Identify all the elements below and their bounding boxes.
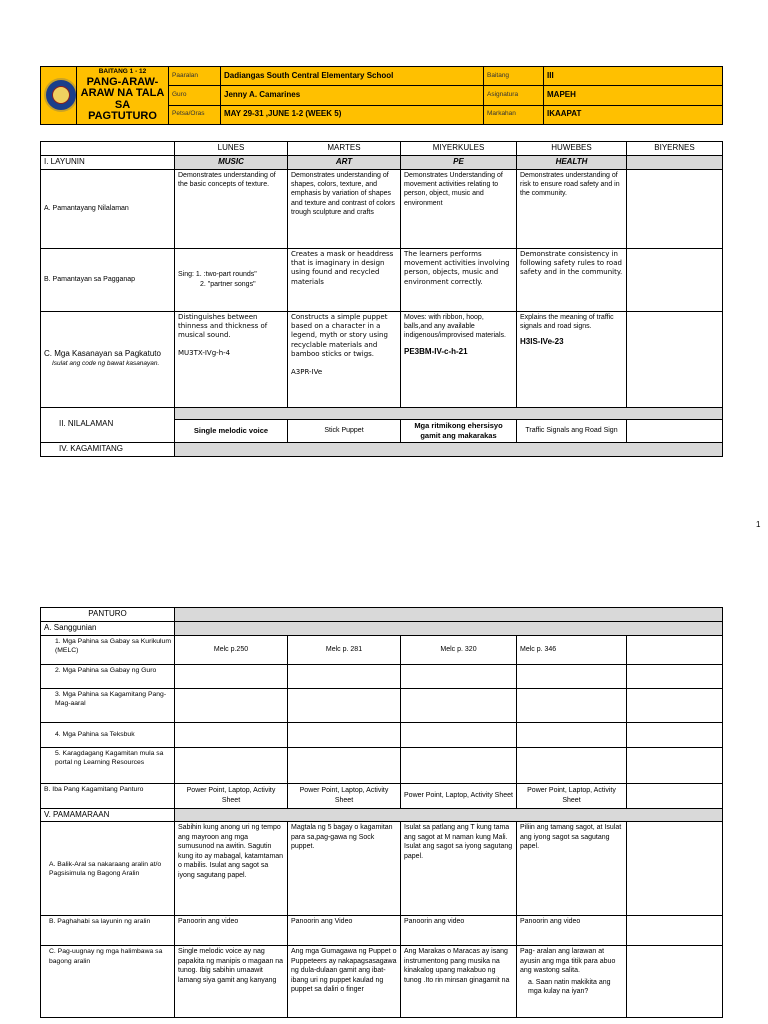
cell-c-huwebes	[517, 311, 627, 407]
row-label-pamantayang-nilalaman: A. Pamantayang Nilalaman	[41, 169, 175, 248]
ref-teks-biyernes	[627, 722, 723, 747]
subject-art: ART	[288, 155, 401, 169]
cell-b-biyernes	[627, 248, 723, 311]
panturo-divider	[175, 608, 723, 622]
subject-health: HEALTH	[517, 155, 627, 169]
ref-teks-lunes	[175, 722, 288, 747]
competency-huwebes: Explains the meaning of traffic signals and road signs.	[520, 313, 614, 331]
label-petsa: Petsa/Oras	[169, 105, 221, 124]
value-guro: Jenny A. Camarines	[221, 86, 484, 105]
section-nilalaman: II. NILALAMAN	[41, 407, 175, 442]
ref-teks-huwebes	[517, 722, 627, 747]
grade-range: BAITANG 1 - 12	[98, 68, 147, 75]
ref-label-gabay-guro: 2. Mga Pahina sa Gabay ng Guro	[41, 664, 175, 688]
proc-label-pag-uugnay: C. Pag-uugnay ng mga halimbawa sa bagong aralin	[41, 946, 175, 1018]
nilalaman-biyernes	[627, 419, 723, 442]
ref-gabay-miyerkules	[401, 664, 517, 688]
subject-biyernes	[627, 155, 723, 169]
iba-martes: Power Point, Laptop, Activity Sheet	[288, 783, 401, 808]
code-huwebes: H3IS-IVe-23	[520, 337, 564, 347]
proc-a-biyernes	[627, 822, 723, 916]
title-block	[77, 67, 169, 125]
proc-a-huwebes: Piliin ang tamang sagot, at Isulat ang iyong sagot sa sagutang papel.	[517, 822, 627, 916]
proc-c-biyernes	[627, 946, 723, 1018]
row-label-pamantayan-sa-pagganap: B. Pamantayan sa Pagganap	[41, 248, 175, 311]
proc-b-huwebes: Panoorin ang video	[517, 916, 627, 946]
deped-seal-icon	[44, 78, 77, 112]
code-miyerkules: PE3BM-IV-c-h-21	[404, 346, 468, 356]
ref-melc-martes: Melc p. 281	[288, 635, 401, 664]
cell-a-lunes: Demonstrates understanding of the basic concepts of texture.	[175, 169, 288, 248]
proc-c-lunes: Single melodic voice ay nag papakita ng manipis o magaan na tunog. Ibig sabihin umaawit lamang siya gamit ang kanyang	[175, 946, 288, 1018]
cell-b-miyerkules: The learners performs movement activities involving person, objects, music and environment correctly.	[401, 248, 517, 311]
proc-c-martes: Ang mga Gumagawa ng Puppet o Puppeteers ay nakapagsasagawa ng dula-dulaan gamit ang ibat-ibang uri ng puppet kaulad ng puppet sa daliri o finger	[288, 946, 401, 1018]
ref-kag-lunes	[175, 688, 288, 722]
proc-label-balik-aral: A. Balik-Aral sa nakaraang aralin at/o Pagsisimula ng Bagong Aralin	[41, 822, 175, 916]
iba-biyernes	[627, 783, 723, 808]
proc-a-lunes: Sabihin kung anong uri ng tempo ang mayroon ang mga sumusunod na awitin. Sagutin kung ito ay mabagal, katamtaman o mabilis. Isulat ang sagot sa iyong sagutang papel.	[175, 822, 288, 916]
competency-miyerkules: Moves: with ribbon, hoop, balls,and any available indigenous/improvised materials.	[404, 313, 506, 340]
ref-gabay-huwebes	[517, 664, 627, 688]
cell-a-martes: Demonstrates understanding of shapes, colors, texture, and emphasis by variation of shapes and texture and contrast of colors trough sculpture and crafts	[288, 169, 401, 248]
proc-c-huwebes	[517, 946, 627, 1018]
value-paaralan: Dadiangas South Central Elementary School	[221, 67, 484, 86]
cell-a-miyerkules: Demonstrates Understanding of movement activities relating to person, object, music and environment	[401, 169, 517, 248]
ref-label-melc: 1. Mga Pahina sa Gabay sa Kurikulum (MELC)	[41, 635, 175, 664]
section-layunin: I. LAYUNIN	[41, 155, 175, 169]
iba-miyerkules: Power Point, Laptop, Activity Sheet	[401, 783, 517, 808]
ref-melc-lunes: Melc p.250	[175, 635, 288, 664]
ref-lr-biyernes	[627, 747, 723, 783]
page-number: 1	[756, 520, 761, 529]
ref-lr-huwebes	[517, 747, 627, 783]
ref-kag-biyernes	[627, 688, 723, 722]
code-martes: A3PR-IVe	[291, 367, 323, 376]
cell-a-biyernes	[627, 169, 723, 248]
ref-label-lr-portal: 5. Karagdagang Kagamitan mula sa portal ng Learning Resources	[41, 747, 175, 783]
ref-lr-miyerkules	[401, 747, 517, 783]
kasanayan-label: C. Mga Kasanayan sa Pagkatuto	[44, 349, 161, 359]
iba-lunes: Power Point, Laptop, Activity Sheet	[175, 783, 288, 808]
nilalaman-miyerkules: Mga ritmikong ehersisyo gamit ang makarakas	[401, 419, 517, 442]
cell-b-martes: Creates a mask or headdress that is imaginary in design using found and recycled materials	[288, 248, 401, 311]
ref-kag-miyerkules	[401, 688, 517, 722]
ref-kag-martes	[288, 688, 401, 722]
label-asignatura: Asignatura	[484, 86, 544, 105]
ref-kag-huwebes	[517, 688, 627, 722]
day-huwebes: HUWEBES	[517, 142, 627, 156]
ref-teks-miyerkules	[401, 722, 517, 747]
ref-melc-huwebes: Melc p. 346	[517, 635, 627, 664]
school-logo	[41, 67, 77, 125]
day-martes: MARTES	[288, 142, 401, 156]
iba-label: B. Iba Pang Kagamitang Panturo	[41, 783, 175, 808]
code-lunes: MU3TX-IVg-h-4	[178, 348, 231, 357]
day-biyernes: BIYERNES	[627, 142, 723, 156]
cell-c-lunes	[175, 311, 288, 407]
kagamitang-divider	[175, 442, 723, 456]
iba-huwebes: Power Point, Laptop, Activity Sheet	[517, 783, 627, 808]
header-table	[40, 66, 723, 125]
proc-c-miyerkules: Ang Marakas o Maracas ay isang instrumentong pang musika na kinakalog upang makabuo ng tunog .Ito rin minsan ginagamit na	[401, 946, 517, 1018]
label-markahan: Markahan	[484, 105, 544, 124]
proc-b-lunes: Panoorin ang video	[175, 916, 288, 946]
ref-gabay-biyernes	[627, 664, 723, 688]
value-baitang: III	[544, 67, 723, 86]
row-label-kasanayan	[41, 311, 175, 407]
ref-lr-lunes	[175, 747, 288, 783]
nilalaman-martes: Stick Puppet	[288, 419, 401, 442]
ref-label-kagamitang: 3. Mga Pahina sa Kagamitang Pang-Mag-aaral	[41, 688, 175, 722]
label-baitang: Baitang	[484, 67, 544, 86]
section-pamamaraan: V. PAMAMARAAN	[41, 808, 175, 822]
panturo-label: PANTURO	[41, 608, 175, 622]
nilalaman-divider	[175, 407, 723, 419]
music-line-2: 2. "partner songs"	[200, 280, 256, 288]
label-guro: Guro	[169, 86, 221, 105]
value-markahan: IKAAPAT	[544, 105, 723, 124]
day-lunes: LUNES	[175, 142, 288, 156]
ref-gabay-lunes	[175, 664, 288, 688]
cell-b-huwebes: Demonstrate consistency in following safety rules to road safety and in the community.	[517, 248, 627, 311]
sanggunian-label: A. Sanggunian	[41, 621, 175, 635]
kasanayan-sublabel: Isulat ang code ng bawat kasanayan.	[52, 360, 160, 368]
doc-title-line-3: SA PAGTUTURO	[88, 98, 157, 123]
section-kagamitang: IV. KAGAMITANG	[41, 442, 175, 456]
proc-a-martes: Magtala ng 5 bagay o kagamitan para sa,pag-gawa ng Sock puppet.	[288, 822, 401, 916]
proc-c-huwebes-text: Pag- aralan ang larawan at ayusin ang mga titik para abuo ang wastong salita.	[520, 948, 616, 975]
doc-title-line-1: PANG-ARAW-	[86, 75, 159, 88]
sanggunian-divider	[175, 621, 723, 635]
ref-melc-miyerkules: Melc p. 320	[401, 635, 517, 664]
day-miyerkules: MIYERKULES	[401, 142, 517, 156]
label-paaralan: Paaralan	[169, 67, 221, 86]
proc-b-martes: Panoorin ang Video	[288, 916, 401, 946]
value-petsa: MAY 29-31 ,JUNE 1-2 (WEEK 5)	[221, 105, 484, 124]
proc-label-paghahabi: B. Paghahabi sa layunin ng aralin	[41, 916, 175, 946]
subject-pe: PE	[401, 155, 517, 169]
subject-music: MUSIC	[175, 155, 288, 169]
music-line-1: Sing: 1. :two-part rounds"	[178, 271, 257, 279]
proc-a-miyerkules: Isulat sa patlang ang T kung tama ang sagot at M naman kung Mali. Isulat ang sagot sa iyong sagutang papel.	[401, 822, 517, 916]
panturo-table	[40, 607, 723, 1018]
proc-b-miyerkules: Panoorin ang video	[401, 916, 517, 946]
value-asignatura: MAPEH	[544, 86, 723, 105]
proc-c-huwebes-question: a. Saan natin makikita ang mga kulay na iyan?	[528, 978, 611, 996]
competency-lunes: Distinguishes between thinness and thickness of musical sound.	[178, 312, 268, 340]
competency-martes: Constructs a simple puppet based on a character in a legend, myth or story using recyclable materials and bamboo sticks or twigs.	[291, 312, 388, 359]
cell-b-lunes	[175, 248, 288, 311]
cell-c-martes	[288, 311, 401, 407]
proc-b-biyernes	[627, 916, 723, 946]
cell-a-huwebes: Demonstrates understanding of risk to ensure road safety and in the community.	[517, 169, 627, 248]
ref-lr-martes	[288, 747, 401, 783]
cell-c-biyernes	[627, 311, 723, 407]
ref-melc-biyernes	[627, 635, 723, 664]
nilalaman-huwebes: Traffic Signals ang Road Sign	[517, 419, 627, 442]
ref-gabay-martes	[288, 664, 401, 688]
pamamaraan-divider	[175, 808, 723, 822]
ref-label-teksbuk: 4. Mga Pahina sa Teksbuk	[41, 722, 175, 747]
layunin-table	[40, 141, 723, 457]
doc-title-line-2: ARAW NA TALA	[80, 87, 165, 100]
ref-teks-martes	[288, 722, 401, 747]
cell-c-miyerkules	[401, 311, 517, 407]
nilalaman-lunes: Single melodic voice	[175, 419, 288, 442]
